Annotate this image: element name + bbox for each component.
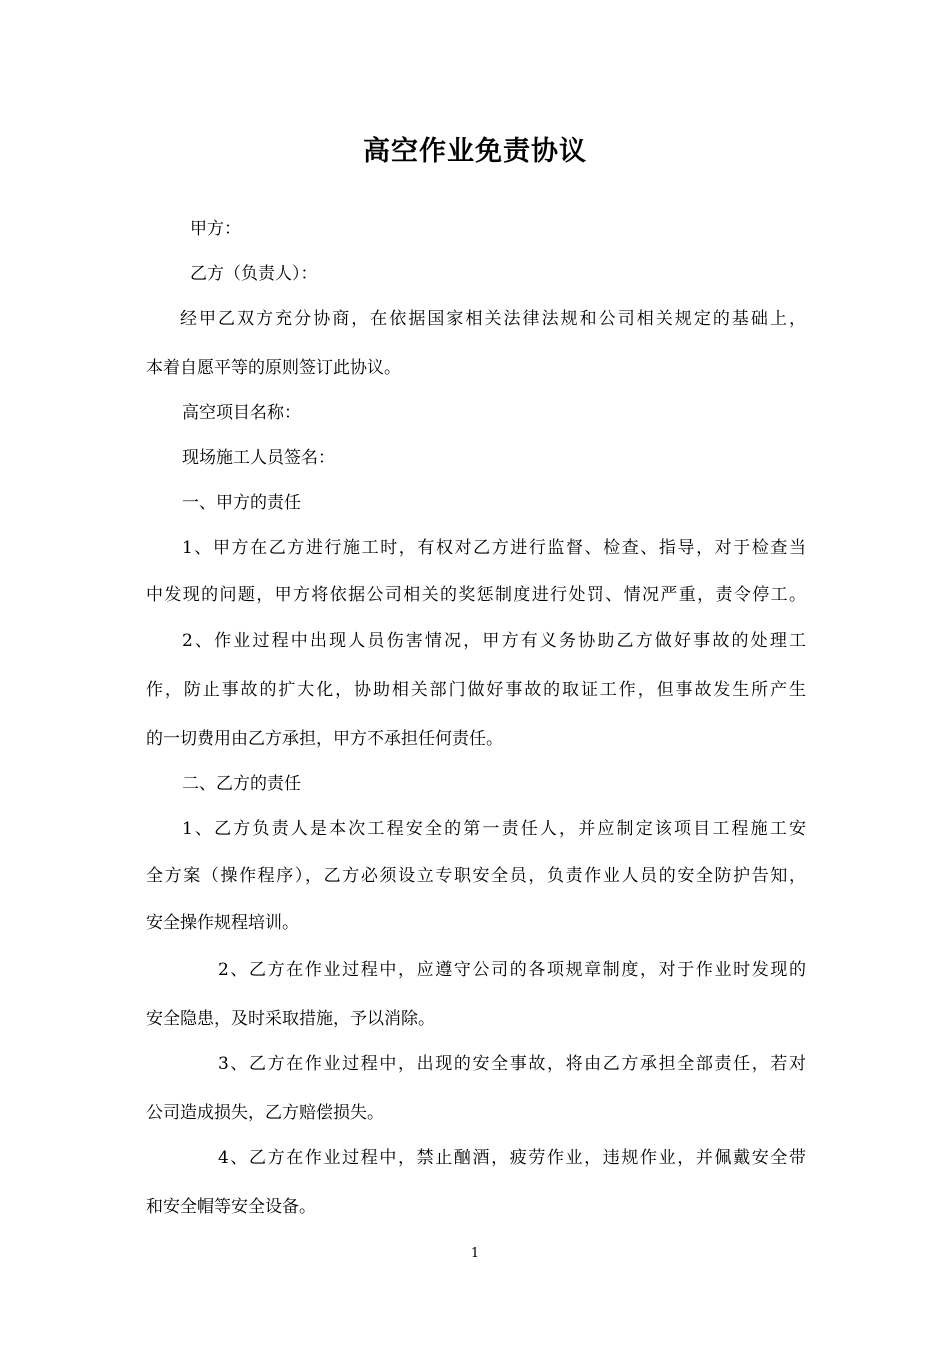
section-1-item-1-line-1: 1、甲方在乙方进行施工时，有权对乙方进行监督、检查、指导，对于检查当 <box>182 538 806 558</box>
party-b-label: 乙方（负责人）： <box>190 264 318 284</box>
section-1-item-2-line-1: 2、作业过程中出现人员伤害情况，甲方有义务协助乙方做好事故的处理工 <box>182 631 806 651</box>
section-2-item-4-line-1: 4、乙方在作业过程中，禁止酗酒，疲劳作业，违规作业，并佩戴安全带 <box>218 1148 806 1168</box>
party-a-label: 甲方： <box>190 219 241 239</box>
document-title: 高空作业免责协议 <box>363 136 587 167</box>
section-2-item-3-line-2: 公司造成损失，乙方赔偿损失。 <box>146 1103 384 1123</box>
section-2-item-1-line-1: 1、乙方负责人是本次工程安全的第一责任人，并应制定该项目工程施工安 <box>182 819 806 839</box>
section-2-item-1-line-3: 安全操作规程培训。 <box>146 913 299 933</box>
section-1-item-2-line-2: 作，防止事故的扩大化，协助相关部门做好事故的取证工作，但事故发生所产生 <box>146 680 806 700</box>
section-1-item-1-line-2: 中发现的问题，甲方将依据公司相关的奖惩制度进行处罚、情况严重，责令停工。 <box>146 585 806 605</box>
section-2-item-4-line-2: 和安全帽等安全设备。 <box>146 1197 316 1217</box>
project-name-label: 高空项目名称： <box>182 403 301 423</box>
section-2-item-3-line-1: 3、乙方在作业过程中，出现的安全事故，将由乙方承担全部责任，若对 <box>218 1054 806 1074</box>
section-1-heading: 一、甲方的责任 <box>182 493 301 513</box>
section-2-heading: 二、乙方的责任 <box>182 774 301 794</box>
intro-line-2: 本着自愿平等的原则签订此协议。 <box>146 358 401 378</box>
section-2-item-2-line-1: 2、乙方在作业过程中，应遵守公司的各项规章制度，对于作业时发现的 <box>218 960 806 980</box>
page-number: 1 <box>470 1246 480 1261</box>
section-2-item-2-line-2: 安全隐患，及时采取措施，予以消除。 <box>146 1009 435 1029</box>
worker-signature-label: 现场施工人员签名： <box>182 448 335 468</box>
section-2-item-1-line-2: 全方案（操作程序），乙方必须设立专职安全员，负责作业人员的安全防护告知， <box>146 866 806 886</box>
section-1-item-2-line-3: 的一切费用由乙方承担，甲方不承担任何责任。 <box>146 729 503 749</box>
intro-line-1: 经甲乙双方充分协商，在依据国家相关法律法规和公司相关规定的基础上， <box>180 309 806 329</box>
